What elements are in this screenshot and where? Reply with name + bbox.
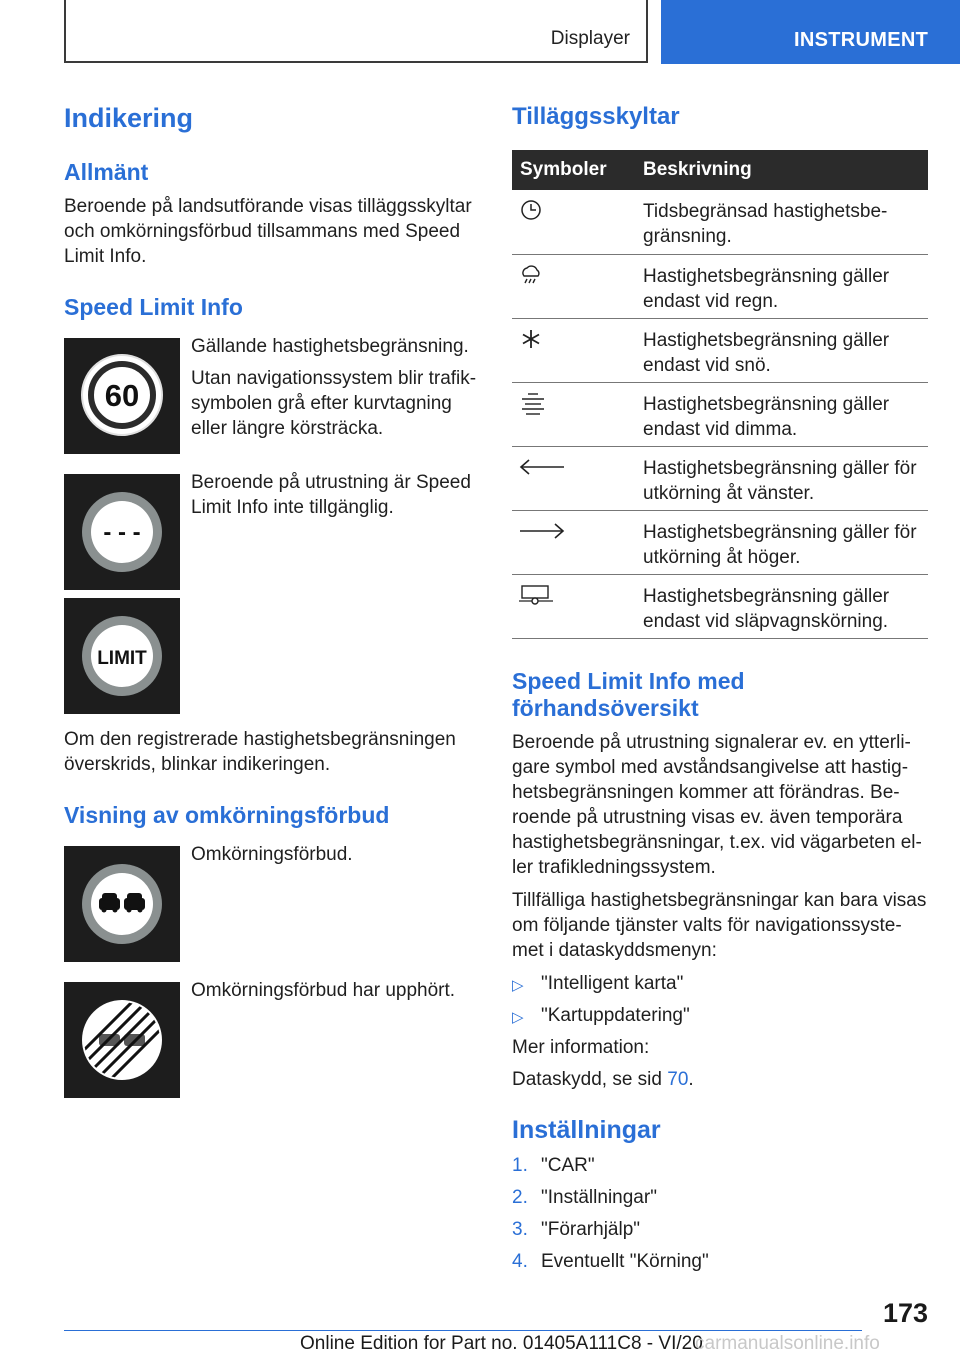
no-overtaking-sign bbox=[64, 846, 180, 962]
trailer-icon bbox=[518, 591, 554, 612]
table-header-description: Beskrivning bbox=[643, 150, 928, 190]
section-heading-settings: Inställningar bbox=[512, 1116, 661, 1144]
text-line: Beroende på landsutförande visas tilläggsskyltar bbox=[64, 196, 472, 217]
page-link-70[interactable]: 70 bbox=[667, 1069, 689, 1090]
table-row bbox=[512, 190, 928, 254]
clock-icon bbox=[518, 208, 544, 229]
snowflake-icon bbox=[518, 337, 544, 358]
section-heading-preview: Speed Limit Info med förhandsöversikt bbox=[512, 668, 745, 721]
edition-text: Online Edition for Part no. 01405A111C8 - VI/20 bbox=[300, 1333, 703, 1354]
speed-limit-unavailable-sign bbox=[64, 474, 180, 590]
table-cell-description: Hastighetsbegränsning gäller endast vid dimma. bbox=[643, 382, 928, 446]
preview-text-2: Tillfälliga hastighetsbegränsningar kan bara visas om följande tjänster valts för navigationssyste- met i dataskyddsmenyn: bbox=[512, 890, 927, 961]
text-line: och omkörningsförbud tillsammans med Speed bbox=[64, 221, 461, 242]
table-header-symbols: Symboler bbox=[512, 150, 643, 190]
end-no-overtaking-sign bbox=[64, 982, 180, 1098]
table-cell-description: Hastighetsbegränsning gäller endast vid regn. bbox=[643, 254, 928, 318]
table-row bbox=[512, 446, 928, 510]
text-line: Limit Info inte tillgänglig. bbox=[191, 497, 394, 518]
table-row bbox=[512, 318, 928, 382]
section-heading-supplementary-signs: Tilläggsskyltar bbox=[512, 103, 680, 130]
page-title: Indikering bbox=[64, 103, 194, 133]
bullet-triangle-icon: ▷ bbox=[512, 977, 524, 994]
section-heading-allmant: Allmänt bbox=[64, 159, 149, 185]
text-line: Utan navigationssystem blir trafik- bbox=[191, 368, 477, 389]
table-cell-description: Hastighetsbegränsning gäller endast vid släpvagnskörning. bbox=[643, 574, 928, 638]
text-line: Beroende på utrustning är Speed bbox=[191, 472, 471, 493]
header-section-label: Displayer bbox=[550, 28, 630, 49]
bullet-triangle-icon: ▷ bbox=[512, 1009, 524, 1026]
table-row bbox=[512, 254, 928, 318]
symbols-table bbox=[512, 150, 928, 639]
speed-limit-text-1: Gällande hastighetsbegränsning. bbox=[191, 336, 469, 357]
table-cell-description: Hastighetsbegränsning gäller för utkörning åt vänster. bbox=[643, 446, 928, 510]
speed-limit-60-sign bbox=[64, 338, 180, 454]
arrow-left-icon bbox=[518, 463, 566, 484]
table-row bbox=[512, 382, 928, 446]
speed-limit-text-3 bbox=[191, 470, 471, 520]
header-section-box bbox=[64, 0, 648, 63]
text-line: överskrids, blinkar indikeringen. bbox=[64, 754, 331, 775]
sign-dashes-text: - - - bbox=[103, 519, 141, 546]
table-cell-description: Tidsbegränsad hastighetsbe- gränsning. bbox=[643, 190, 928, 254]
more-info-label: Mer information: bbox=[512, 1037, 650, 1058]
header-chapter-tab: INSTRUMENT bbox=[661, 0, 960, 64]
privacy-reference: Dataskydd, se sid 70. bbox=[512, 1069, 694, 1090]
footer-divider bbox=[64, 1330, 862, 1331]
overtaking-text-2: Omkörningsförbud har upphört. bbox=[191, 980, 456, 1001]
arrow-right-icon bbox=[518, 527, 566, 548]
speed-limit-generic-sign bbox=[64, 598, 180, 714]
allmant-text bbox=[64, 194, 472, 269]
preview-text-1: Beroende på utrustning signalerar ev. en ytterli- gare symbol med avståndsangivelse att hastig- hetsbegränsningen kommer att förändras. Be- roende på utrustning visas ev. även temporära hastighetsbegränsningar, t.ex. vid vägarbeten el- ler trafikledningssystem. bbox=[512, 732, 922, 878]
table-cell-description: Hastighetsbegränsning gäller endast vid snö. bbox=[643, 318, 928, 382]
table-row bbox=[512, 574, 928, 638]
overtaking-text-1: Omkörningsförbud. bbox=[191, 844, 353, 865]
section-heading-speed-limit-info: Speed Limit Info bbox=[64, 294, 243, 320]
sign-limit-text: LIMIT bbox=[97, 648, 147, 669]
sign-60-text: 60 bbox=[104, 378, 140, 413]
table-cell-description: Hastighetsbegränsning gäller för utkörning åt höger. bbox=[643, 510, 928, 574]
section-heading-overtaking: Visning av omkörningsförbud bbox=[64, 802, 390, 828]
text-line: symbolen grå efter kurvtagning bbox=[191, 393, 452, 414]
table-row bbox=[512, 510, 928, 574]
page-number: 173 bbox=[882, 1298, 928, 1328]
watermark-text: carmanualsonline.info bbox=[695, 1333, 880, 1354]
fog-icon bbox=[518, 401, 548, 422]
rain-icon bbox=[518, 273, 544, 294]
text-line: Limit Info. bbox=[64, 246, 147, 267]
text-line: eller längre körsträcka. bbox=[191, 418, 384, 439]
text-line: Om den registrerade hastighetsbegränsningen bbox=[64, 729, 456, 750]
speed-limit-text-2 bbox=[191, 366, 476, 441]
speed-limit-text-4 bbox=[64, 727, 456, 777]
